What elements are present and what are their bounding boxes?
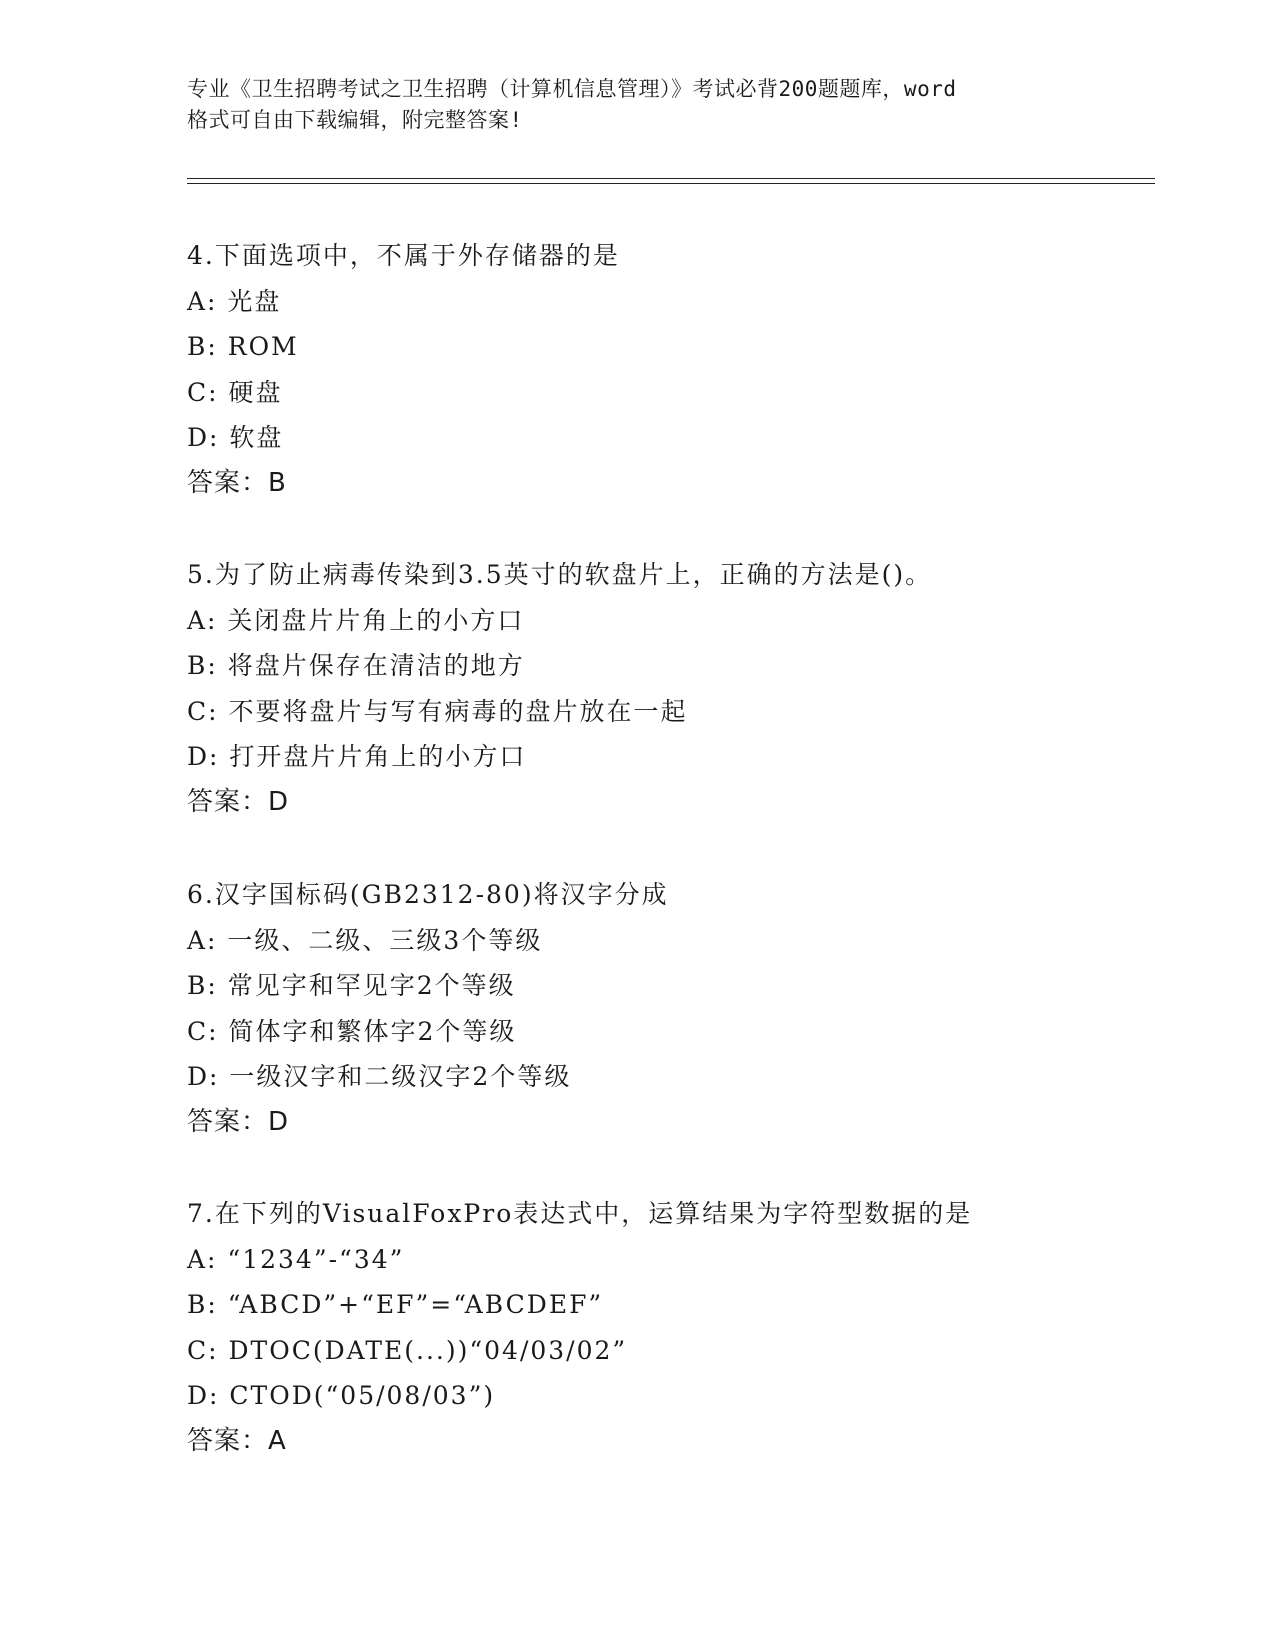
option-b: B: “ABCD”+“EF”=“ABCDEF”: [187, 1290, 604, 1319]
option-b: B: 将盘片保存在清洁的地方: [187, 651, 525, 680]
document-header: [187, 74, 1087, 136]
answer-line: 答案：B: [187, 467, 287, 498]
option-a: A: “1234”-“34”: [187, 1244, 405, 1274]
question-stem: 6.汉字国标码(GB2312-80)将汉字分成: [187, 880, 669, 909]
option-a: A: 光盘: [187, 286, 282, 316]
option-d: D: 一级汉字和二级汉字2个等级: [187, 1062, 572, 1091]
option-a: A: 关闭盘片片角上的小方口: [187, 605, 525, 635]
answer-line: 答案：D: [187, 786, 290, 817]
question-stem: 5.为了防止病毒传染到3.5英寸的软盘片上，正确的方法是()。: [187, 560, 933, 589]
option-b: B: ROM: [187, 332, 299, 361]
header-divider-top: [187, 178, 1155, 179]
question-4: [187, 233, 1167, 506]
option-c: C: 简体字和繁体字2个等级: [187, 1016, 517, 1046]
option-c: C: 不要将盘片与写有病毒的盘片放在一起: [187, 696, 688, 726]
header-divider-bottom: [187, 183, 1155, 184]
answer-line: 答案：A: [187, 1425, 287, 1456]
answer-line: 答案：D: [187, 1106, 290, 1137]
question-6: [187, 872, 1167, 1145]
option-c: C: DTOC(DATE(...))“04/03/02”: [187, 1335, 628, 1365]
question-7: [187, 1191, 1167, 1464]
option-b: B: 常见字和罕见字2个等级: [187, 971, 516, 1000]
option-c: C: 硬盘: [187, 377, 283, 407]
header-title-line-1: 专业《卫生招聘考试之卫生招聘（计算机信息管理）》考试必背200题题库，word: [187, 77, 957, 101]
question-5: [187, 552, 1167, 825]
option-d: D: CTOD(“05/08/03”): [187, 1381, 496, 1410]
question-stem: 4.下面选项中，不属于外存储器的是: [187, 241, 620, 270]
question-stem: 7.在下列的VisualFoxPro表达式中，运算结果为字符型数据的是: [187, 1199, 973, 1228]
option-d: D: 打开盘片片角上的小方口: [187, 742, 527, 771]
header-title-line-2: 格式可自由下载编辑，附完整答案!: [187, 108, 523, 132]
option-a: A: 一级、二级、三级3个等级: [187, 925, 543, 955]
option-d: D: 软盘: [187, 423, 284, 452]
